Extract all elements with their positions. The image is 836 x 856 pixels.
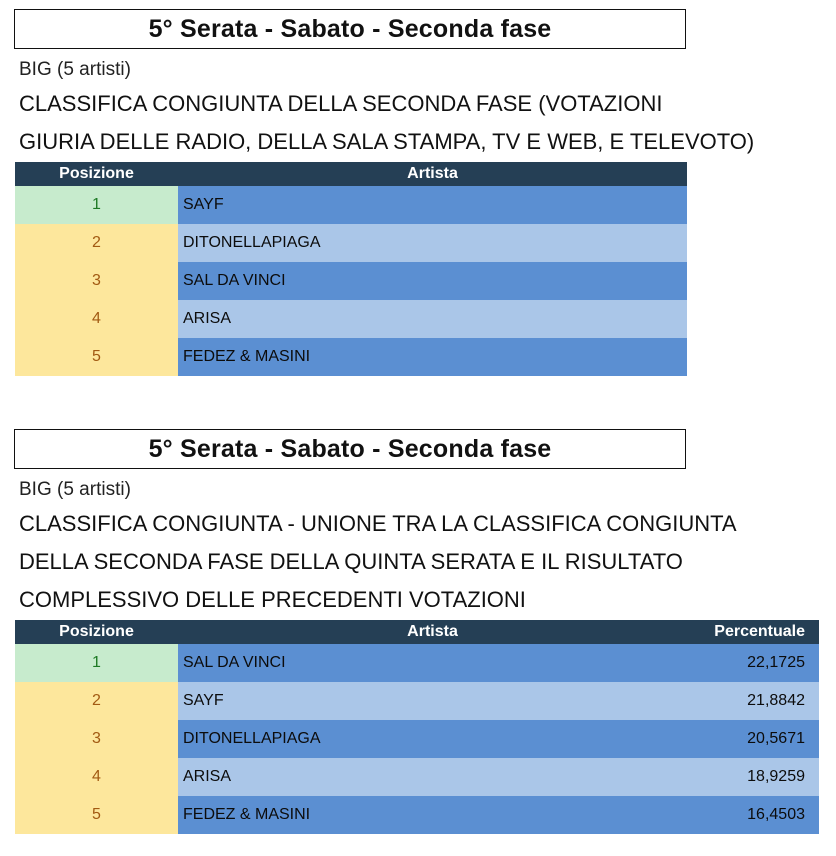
ranking-table-1 bbox=[15, 162, 687, 376]
table-row bbox=[15, 224, 687, 262]
position-cell: 5 bbox=[15, 796, 178, 834]
position-cell: 4 bbox=[15, 300, 178, 338]
artist-cell: SAL DA VINCI bbox=[178, 644, 687, 682]
table-row bbox=[15, 682, 819, 720]
percentage-cell: 18,9259 bbox=[687, 758, 819, 796]
position-cell: 5 bbox=[15, 338, 178, 376]
header-artist: Artista bbox=[178, 620, 687, 644]
header-artist: Artista bbox=[178, 162, 687, 186]
percentage-cell: 20,5671 bbox=[687, 720, 819, 758]
table-header-row bbox=[15, 162, 687, 186]
table-row bbox=[15, 644, 819, 682]
table-row bbox=[15, 300, 687, 338]
header-percentage: Percentuale bbox=[687, 620, 819, 644]
artist-cell: SAYF bbox=[178, 186, 687, 224]
position-cell: 1 bbox=[15, 186, 178, 224]
section2-description-line-2: DELLA SECONDA FASE DELLA QUINTA SERATA E IL RISULTATO bbox=[19, 549, 683, 574]
position-cell: 2 bbox=[15, 682, 178, 720]
table-header-row bbox=[15, 620, 819, 644]
table-row bbox=[15, 720, 819, 758]
artist-cell: ARISA bbox=[178, 758, 687, 796]
section1-subtitle: BIG (5 artisti) bbox=[19, 59, 131, 80]
section2-subtitle: BIG (5 artisti) bbox=[19, 479, 131, 500]
table-row bbox=[15, 758, 819, 796]
artist-cell: ARISA bbox=[178, 300, 687, 338]
percentage-cell: 21,8842 bbox=[687, 682, 819, 720]
artist-cell: FEDEZ & MASINI bbox=[178, 338, 687, 376]
header-position: Posizione bbox=[15, 162, 178, 186]
percentage-cell: 16,4503 bbox=[687, 796, 819, 834]
percentage-cell: 22,1725 bbox=[687, 644, 819, 682]
artist-cell: SAYF bbox=[178, 682, 687, 720]
header-position: Posizione bbox=[15, 620, 178, 644]
section2-description-line-1: CLASSIFICA CONGIUNTA - UNIONE TRA LA CLASSIFICA CONGIUNTA bbox=[19, 511, 737, 536]
section2-title: 5° Serata - Sabato - Seconda fase bbox=[14, 429, 686, 469]
table-row bbox=[15, 796, 819, 834]
section1-description-line-1: CLASSIFICA CONGIUNTA DELLA SECONDA FASE (VOTAZIONI bbox=[19, 91, 663, 116]
table-row bbox=[15, 338, 687, 376]
artist-cell: DITONELLAPIAGA bbox=[178, 720, 687, 758]
position-cell: 2 bbox=[15, 224, 178, 262]
position-cell: 4 bbox=[15, 758, 178, 796]
table-row bbox=[15, 262, 687, 300]
section1-title: 5° Serata - Sabato - Seconda fase bbox=[14, 9, 686, 49]
artist-cell: FEDEZ & MASINI bbox=[178, 796, 687, 834]
artist-cell: SAL DA VINCI bbox=[178, 262, 687, 300]
position-cell: 3 bbox=[15, 720, 178, 758]
artist-cell: DITONELLAPIAGA bbox=[178, 224, 687, 262]
table-row bbox=[15, 186, 687, 224]
section2-description-line-3: COMPLESSIVO DELLE PRECEDENTI VOTAZIONI bbox=[19, 587, 526, 612]
position-cell: 3 bbox=[15, 262, 178, 300]
section1-description-line-2: GIURIA DELLE RADIO, DELLA SALA STAMPA, TV E WEB, E TELEVOTO) bbox=[19, 129, 755, 154]
ranking-table-2 bbox=[15, 620, 819, 834]
position-cell: 1 bbox=[15, 644, 178, 682]
